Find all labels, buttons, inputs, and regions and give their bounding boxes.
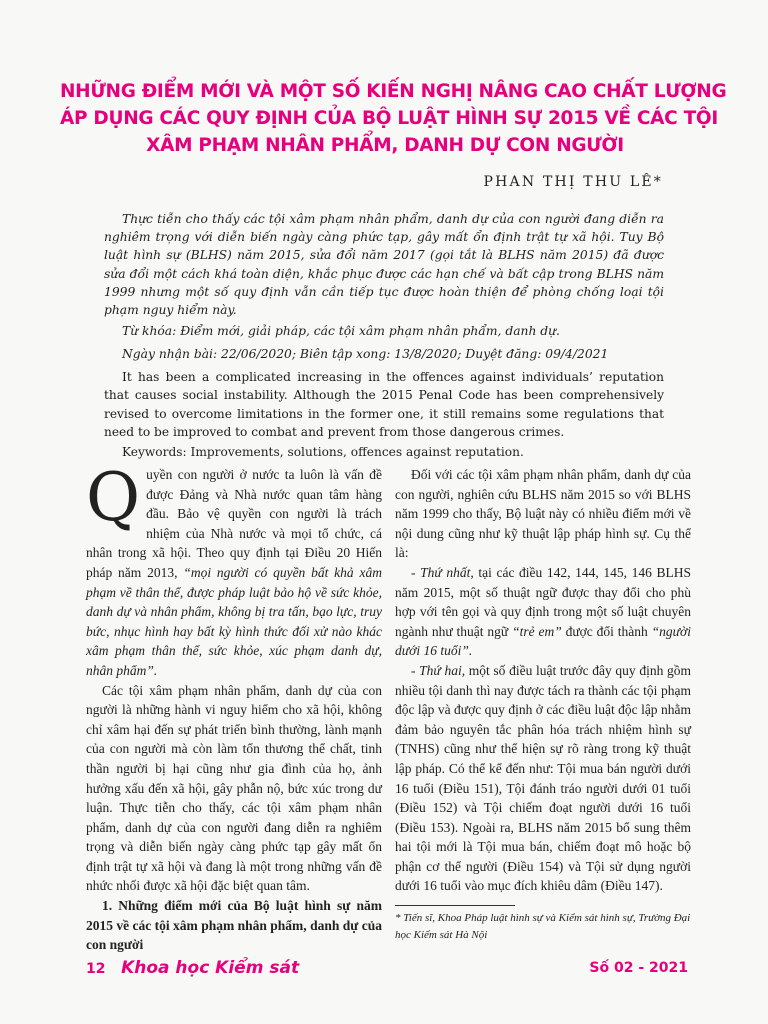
abstract-vietnamese: Thực tiễn cho thấy các tội xâm phạm nhân phẩm, danh dự của con người đang diễn ra nghiêm trọng với diễn biến ngày càng phức tạp, gây mất ổn định trật tự xã hội. Tuy Bộ luật hình sự (BLHS) năm 2015, sửa đổi năm 2017 (gọi tắt là BLHS năm 2015) đã được sửa đổi một cách khá toàn diện, khắc phục được các hạn chế và bất cập trong BLHS năm 1999 nhưng một số quy định vẫn cần tiếp tục được hoàn thiện để phòng chống loại tội phạm nguy hiểm này. (104, 212, 664, 318)
paragraph-text: một số điều luật trước đây quy định gồm nhiều tội danh thì nay được tách ra thành các tội phạm độc lập và được quy định ở các điều luật độc lập nhằm đảm bảo nguyên tắc phân hóa trách nhiệm hình sự (TNHS) cũng như thể hiện sự rõ ràng trong kỹ thuật lập pháp. Có thể kể đến như: Tội mua bán người dưới 16 tuổi (Điều 151), Tội đánh tráo người dưới 01 tuổi (Điều 152) và Tội chiếm đoạt người dưới 16 tuổi (Điều 153). Ngoài ra, BLHS năm 2015 bổ sung thêm hai tội mới là Tội mua bán, chiếm đoạt mô hoặc bộ phận cơ thể người (Điều 154) và Tội sử dụng người dưới 16 tuổi vào mục đích khiêu dâm (Điều 147). (395, 662, 692, 894)
constitution-quote: “mọi người có quyền bất khả xâm phạm về thân thể, được pháp luật bảo hộ về sức khỏe, danh dự và nhân phẩm, không bị tra tấn, bạo lực, truy bức, nhục hình hay bất kỳ hình thức đối xử nào khác xâm phạm thân thể, sức khỏe, xúc phạm danh dự, nhân phẩm”. (86, 564, 382, 678)
body-column-right (395, 465, 691, 896)
paragraph: - Thứ hai, một số điều luật trước đây quy định gồm nhiều tội danh thì nay được tách ra thành các tội phạm độc lập và được quy định ở các điều luật độc lập nhằm đảm bảo nguyên tắc phân hóa trách nhiệm hình sự (TNHS) cũng như thể hiện sự rõ ràng trong kỹ thuật lập pháp. Có thể kể đến như: Tội mua bán người dưới 16 tuổi (Điều 151), Tội đánh tráo người dưới 01 tuổi (Điều 152) và Tội chiếm đoạt người dưới 16 tuổi (Điều 153). Ngoài ra, BLHS năm 2015 bổ sung thêm hai tội mới là Tội mua bán, chiếm đoạt mô hoặc bộ phận cơ thể người (Điều 154) và Tội sử dụng người dưới 16 tuổi vào mục đích khiêu dâm (Điều 147). (395, 662, 692, 894)
author-footnote: * Tiến sĩ, Khoa Pháp luật hình sự và Kiểm sát hình sự, Trường Đại học Kiểm sát Hà Nội (395, 912, 691, 941)
author-name: PHAN THỊ THU LÊ* (483, 174, 663, 190)
paragraph: Các tội xâm phạm nhân phẩm, danh dự của con người là những hành vi nguy hiểm cho xã hội, không chỉ xâm hại đến sự phát triển bình thường, lành mạnh của con người mà còn làm tổn thương thể chất, tinh thần người bị hại cũng như gia đình của họ, ảnh hưởng xấu đến xã hội, gây phẫn nộ, bức xúc trong dư luận. Thực tiễn cho thấy, các tội xâm phạm nhân phẩm, danh dự của con người đang diễn ra nghiêm trọng và diễn biến ngày càng phức tạp gây mất ổn định trật tự xã hội và đang là một trong những vấn đề nhức nhối được xã hội đặc biệt quan tâm. (86, 682, 382, 894)
page-footer-left (86, 958, 299, 978)
drop-cap: Q (86, 459, 141, 536)
title-line-3: XÂM PHẠM NHÂN PHẨM, DANH DỰ CON NGƯỜI (146, 135, 624, 156)
title-line-1: NHỮNG ĐIỂM MỚI VÀ MỘT SỐ KIẾN NGHỊ NÂNG CAO CHẤT LƯỢNG (60, 81, 727, 102)
article-title (60, 78, 727, 159)
received-dates: Ngày nhận bài: 22/06/2020; Biên tập xong: 13/8/2020; Duyệt đăng: 09/4/2021 (122, 347, 609, 361)
page-number: 12 (86, 961, 106, 977)
paragraph: Đối với các tội xâm phạm nhân phẩm, danh dự của con người, nghiên cứu BLHS năm 2015 so với BLHS năm 1999 cho thấy, Bộ luật này có nhiều điểm mới về nội dung cũng như kỹ thuật lập pháp hình sự. Cụ thể là: (395, 467, 691, 561)
paragraph (86, 459, 382, 681)
body-column-left (86, 459, 382, 955)
list-label: Thứ nhất, (420, 564, 474, 580)
paragraph: - Thứ nhất, tại các điều 142, 144, 145, 146 BLHS năm 2015, một số thuật ngữ được thay đổi cho phù hợp với tên gọi và quy định trong một số luật chuyên ngành như thuật ngữ “trẻ em” được đổi thành “người dưới 16 tuổi”. (395, 564, 692, 659)
keywords-vietnamese: Từ khóa: Điểm mới, giải pháp, các tội xâm phạm nhân phẩm, danh dự. (122, 324, 560, 338)
paragraph-text: tại các điều 142, 144, 145, 146 BLHS năm 2015, một số thuật ngữ được thay đổi cho phù hợp với tên gọi và quy định trong một số luật chuyên ngành như thuật ngữ (395, 564, 692, 639)
paragraph-text: được đổi thành (561, 623, 652, 639)
title-line-2: ÁP DỤNG CÁC QUY ĐỊNH CỦA BỘ LUẬT HÌNH SỰ 2015 VỀ CÁC TỘI (60, 108, 718, 129)
quote: “người dưới 16 tuổi”. (395, 623, 691, 659)
abstract-english: It has been a complicated increasing in the offences against individuals’ reputation that causes social instability. Although the 2015 Penal Code has been comprehensively revised to overcome limitations in the former one, it still remains some regulations that need to be improved to combat and prevent from those dangerous crimes. (104, 370, 664, 440)
keywords-english: Keywords: Improvements, solutions, offences against reputation. (122, 445, 524, 459)
section-heading: 1. Những điểm mới của Bộ luật hình sự năm 2015 về các tội xâm phạm nhân phẩm, danh dự của con người (86, 898, 382, 953)
list-label: Thứ hai, (419, 662, 466, 678)
journal-name: Khoa học Kiểm sát (121, 958, 300, 978)
quote: “trẻ em” (512, 623, 562, 639)
issue-number: Số 02 - 2021 (589, 960, 688, 976)
footnote-divider (395, 905, 515, 906)
paragraph-text: uyền con người ở nước ta luôn là vấn đề được Đảng và Nhà nước quan tâm hàng đầu. Bảo vệ quyền con người là trách nhiệm của Nhà nước và mọi tổ chức, cá nhân trong xã hội. Theo quy định tại Điều 20 Hiến pháp năm 2013, (86, 467, 382, 580)
